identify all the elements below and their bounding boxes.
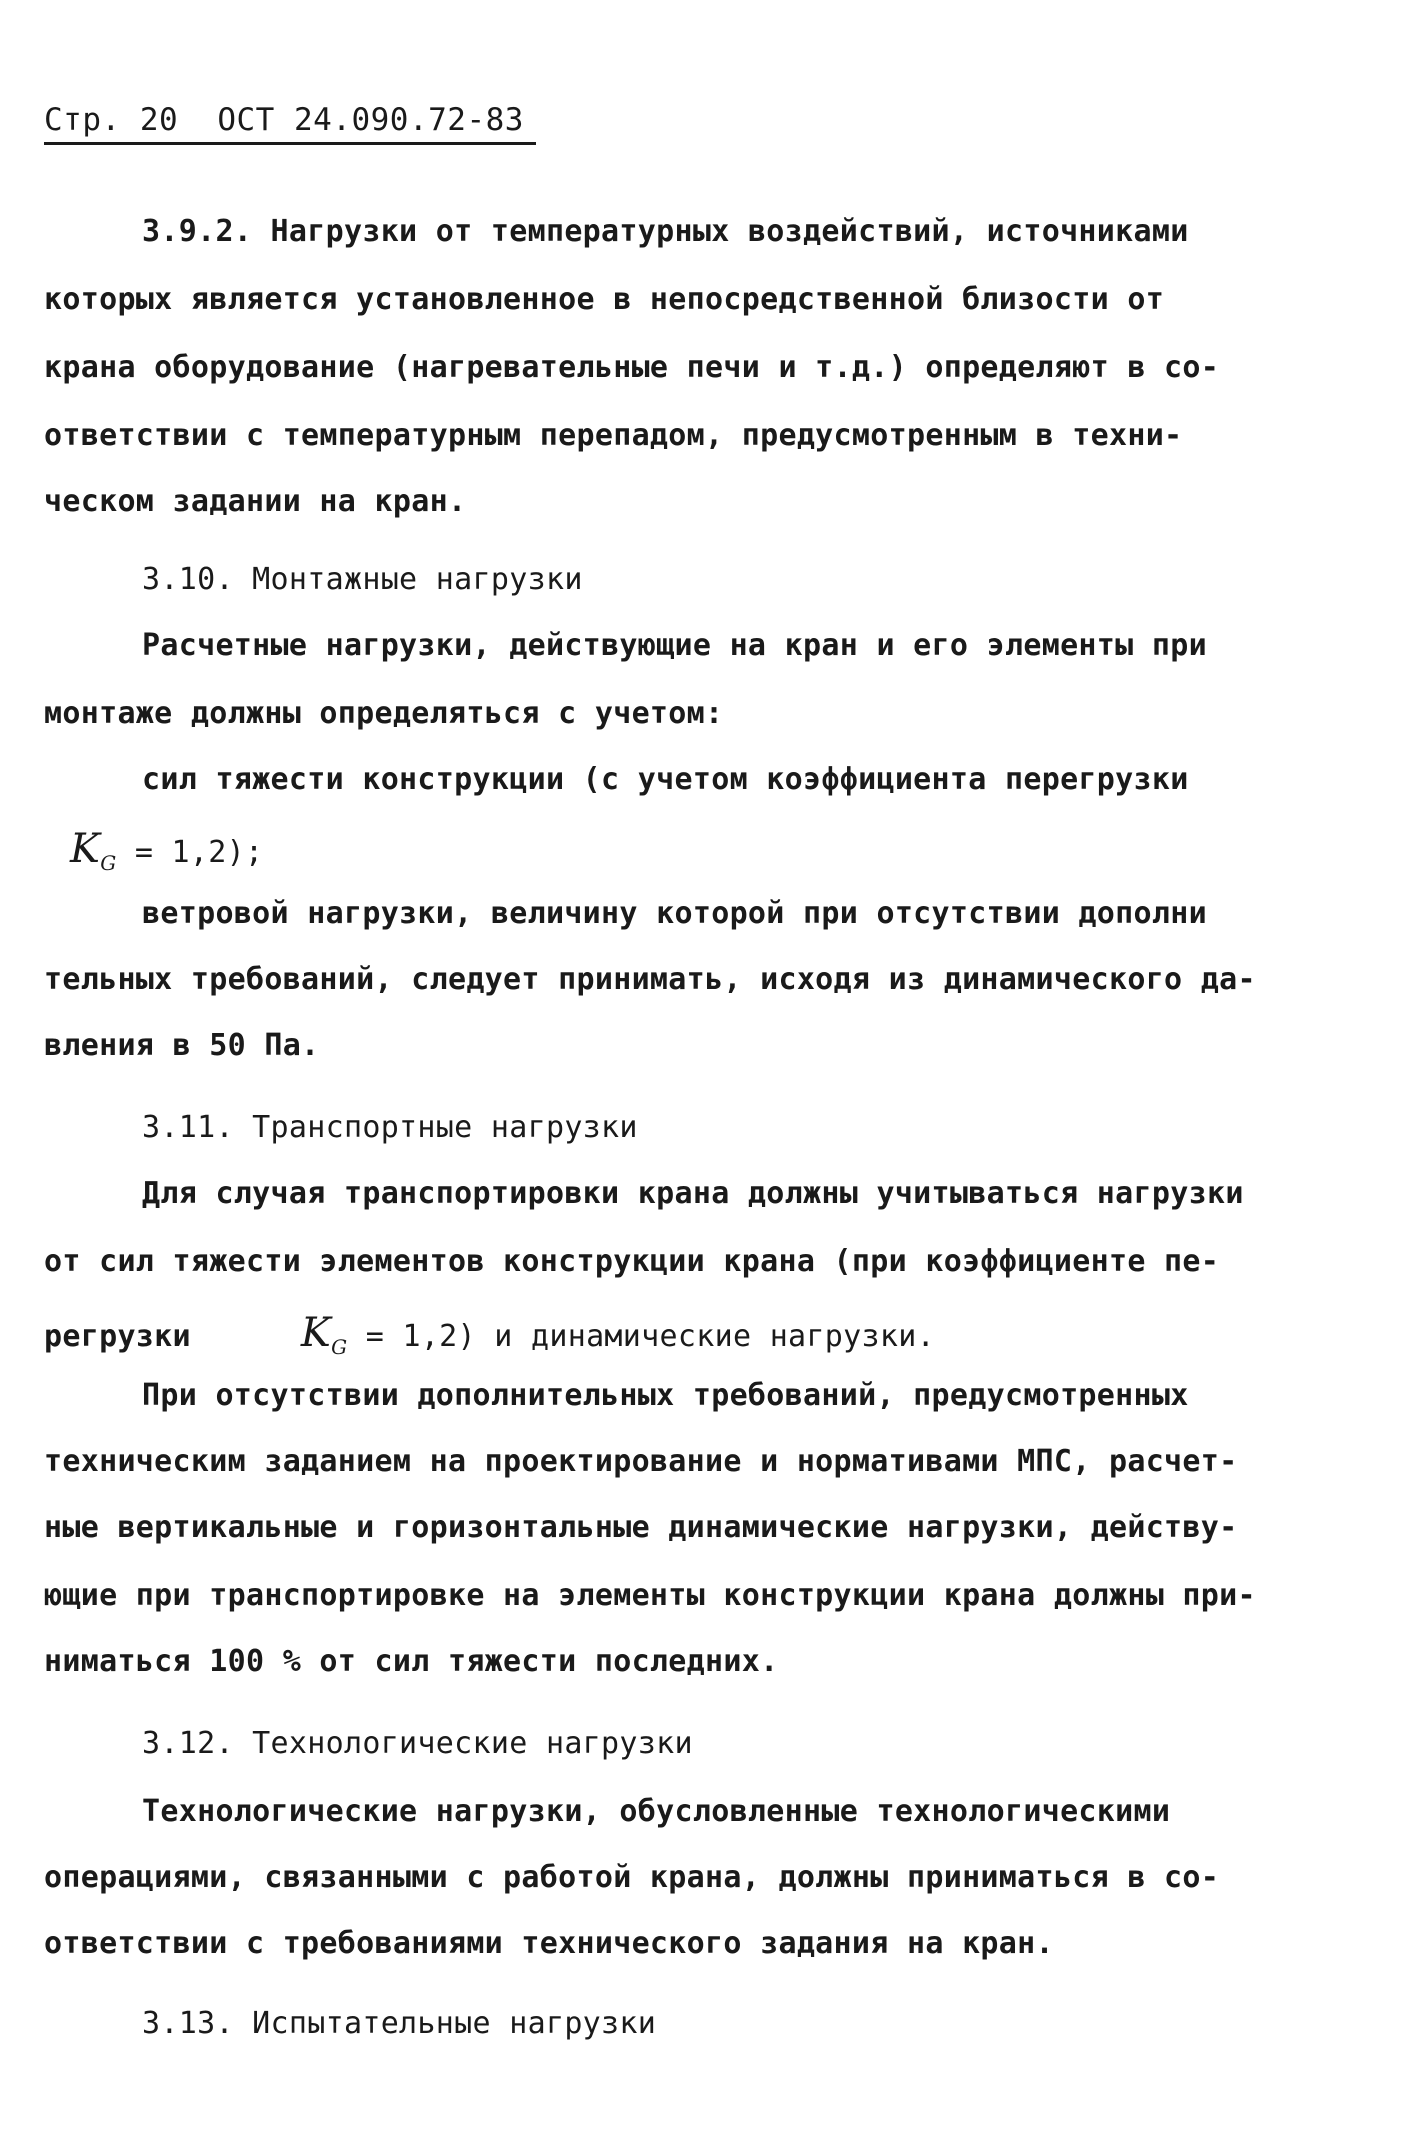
text-line: тельных требований, следует принимать, исходя из динамического да- — [44, 962, 1256, 997]
document-code: ОСТ 24.090.72-83 — [217, 102, 524, 138]
text-line: Расчетные нагрузки, действующие на кран и его элементы при — [142, 628, 1207, 663]
text-line: операциями, связанными с работой крана, должны приниматься в со- — [44, 1860, 1220, 1895]
text-line: При отсутствии дополнительных требований, предусмотренных — [142, 1378, 1189, 1413]
text-line: ниматься 100 % от сил тяжести последних. — [44, 1644, 779, 1679]
text-line: ветровой нагрузки, величину которой при отсутствии дополни — [142, 896, 1207, 931]
section-heading: 3.12. Технологические нагрузки — [142, 1726, 693, 1761]
text-line: ответствии с требованиями технического задания на кран. — [44, 1926, 1054, 1961]
coefficient-symbol: K — [300, 1310, 332, 1356]
text-line: ответствии с температурным перепадом, предусмотренным в техни- — [44, 418, 1183, 453]
text-line: вления в 50 Па. — [44, 1028, 320, 1063]
text-line: от сил тяжести элементов конструкции крана (при коэффициенте пе- — [44, 1244, 1220, 1279]
text-line: крана оборудование (нагревательные печи и т.д.) определяют в со- — [44, 350, 1220, 385]
header-underline — [44, 142, 536, 145]
text-line: Для случая транспортировки крана должны учитываться нагрузки — [142, 1176, 1244, 1211]
coefficient-subscript: G — [331, 1335, 348, 1359]
formula-line — [70, 826, 263, 875]
coefficient-subscript: G — [100, 851, 117, 875]
formula-rest-text: = 1,2) и динамические нагрузки. — [347, 1319, 935, 1354]
text-line: ные вертикальные и горизонтальные динамические нагрузки, действу- — [44, 1510, 1238, 1545]
text-line: монтаже должны определяться с учетом: — [44, 696, 724, 731]
page-header — [44, 102, 544, 138]
text-line: 3.9.2. Нагрузки от температурных воздействий, источниками — [142, 214, 1189, 249]
section-heading: 3.13. Испытательные нагрузки — [142, 2006, 657, 2041]
formula-rest-text: = 1,2); — [116, 835, 264, 870]
text-line: ческом задании на кран. — [44, 484, 467, 519]
formula-lead-text: регрузки — [44, 1319, 191, 1354]
coefficient-symbol: K — [70, 826, 101, 872]
text-line: которых является установленное в непосредственной близости от — [44, 282, 1165, 317]
formula-line — [44, 1310, 935, 1359]
page-number-label: Стр. 20 — [44, 102, 179, 138]
section-heading: 3.10. Монтажные нагрузки — [142, 562, 583, 597]
section-heading: 3.11. Транспортные нагрузки — [142, 1110, 638, 1145]
text-line: сил тяжести конструкции (с учетом коэффициента перегрузки — [142, 762, 1189, 797]
text-line: техническим заданием на проектирование и нормативами МПС, расчет- — [44, 1444, 1238, 1479]
text-line: ющие при транспортировке на элементы конструкции крана должны при- — [44, 1578, 1256, 1613]
text-line: Технологические нагрузки, обусловленные технологическими — [142, 1794, 1171, 1829]
